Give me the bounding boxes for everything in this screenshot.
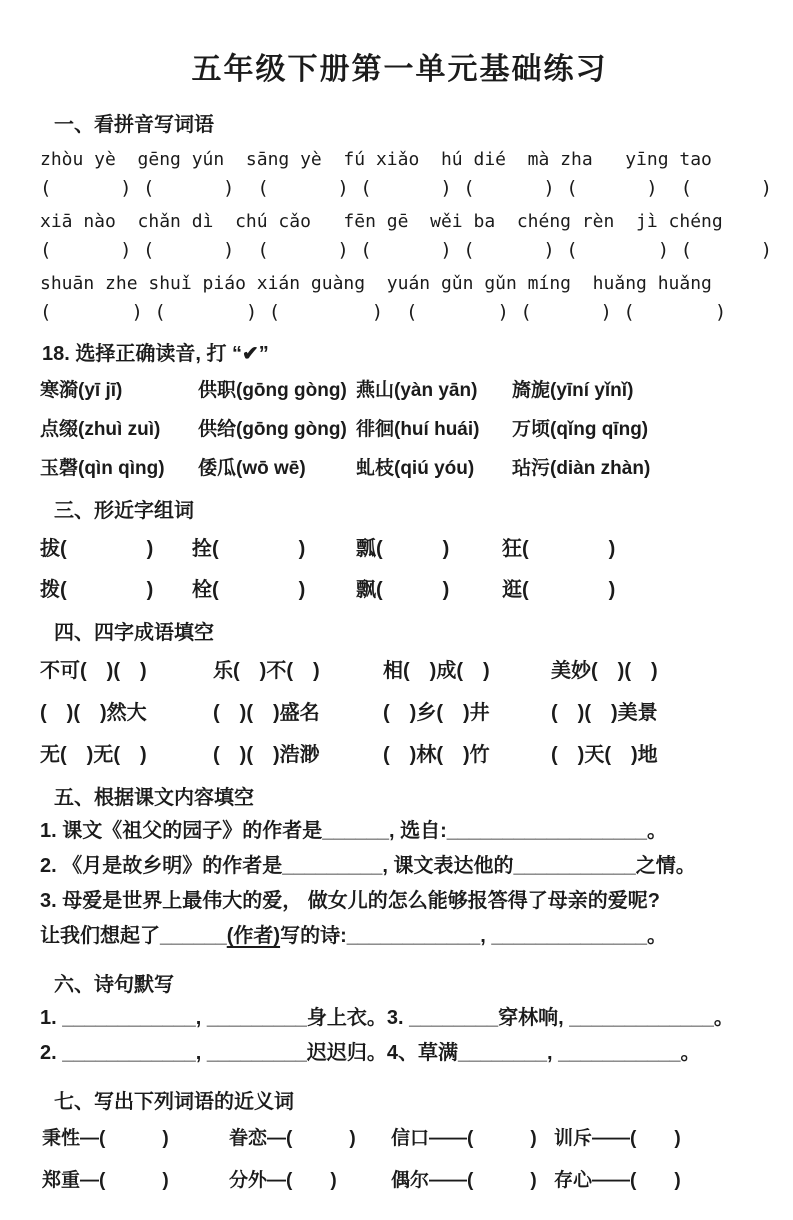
text-fill-line-3: 3. 母爱是世界上最伟大的爱， 做女儿的怎么能够报答得了母亲的爱呢? [40, 890, 661, 912]
section-pinyin-heading: 一、看拼音写词语 [54, 114, 214, 136]
text-fill-line-4-end: 写的诗:____________, ______________。 [280, 925, 668, 947]
author-hint-label: (作者) [226, 925, 281, 947]
section-synonyms-heading: 七、写出下列词语的近义词 [54, 1091, 294, 1113]
synonyms-grid [40, 1123, 759, 1192]
pronunciation-item: 倭瓜(wō wē) [198, 458, 306, 479]
idiom-blank-item: ( )乡( )井 [383, 702, 490, 724]
pronunciation-item: 寒漪(yī jī) [40, 380, 123, 401]
character-blank-item: 飘( ) [356, 579, 450, 601]
pronunciation-item: 虬枝(qiú yóu) [356, 458, 475, 479]
text-fill-line-2: 2. 《月是故乡明》的作者是_________, 课文表达他的___________之情。 [40, 855, 696, 877]
pronunciation-item: 供给(gōng gòng) [198, 419, 347, 440]
character-blank-item: 拔( ) [40, 538, 154, 560]
text-fill-line-1: 1. 课文《祖父的园子》的作者是______, 选自:__________________。 [40, 820, 667, 842]
answer-parens-row-2: ( ) ( ) ( ) ( ) ( ) ( ) ( ) [40, 239, 773, 261]
poem-line-2: 2. ____________, _________迟迟归。4、草满________, ___________。 [40, 1042, 701, 1064]
synonym-item: 偶尔——( ) [391, 1170, 537, 1191]
pronunciation-item: 旖旎(yīní yǐnǐ) [512, 380, 634, 401]
section-poems [40, 968, 759, 1071]
pronunciation-item: 燕山(yàn yān) [356, 380, 478, 401]
synonym-item: 信口——( ) [391, 1128, 537, 1149]
section-idioms-heading: 四、四字成语填空 [54, 622, 214, 644]
section-similar-characters [40, 494, 759, 602]
pronunciation-item: 点缀(zhuì zuì) [40, 419, 161, 440]
pronunciation-item: 玉磬(qìn qìng) [40, 458, 165, 479]
section-poems-heading: 六、诗句默写 [54, 974, 174, 996]
character-blank-item: 瓢( ) [356, 538, 450, 560]
pinyin-row-2: xiā nào chǎn dì chú cǎo fēn gē wěi ba chéng rèn jì chéng [40, 211, 723, 232]
section-text-fill [40, 781, 759, 954]
idiom-blank-item: ( )( )浩渺 [213, 744, 320, 766]
character-blank-item: 拴( ) [192, 538, 306, 560]
poem-line-1: 1. ____________, _________身上衣。3. ________穿林响, _____________。 [40, 1007, 734, 1029]
text-fill-line-4-start: 让我们想起了______ [40, 925, 227, 947]
synonym-item: 秉性—( ) [42, 1128, 169, 1149]
idioms-grid [40, 654, 759, 767]
pronunciation-item: 玷污(diàn zhàn) [512, 458, 651, 479]
character-blank-item: 逛( ) [502, 579, 616, 601]
character-blank-item: 狂( ) [502, 538, 616, 560]
idiom-blank-item: ( )( )然大 [40, 702, 147, 724]
answer-parens-row-1: ( ) ( ) ( ) ( ) ( ) ( ) ( ) [40, 177, 773, 199]
synonym-item: 存心——( ) [554, 1170, 681, 1191]
synonym-item: 训斥——( ) [554, 1128, 681, 1149]
pronunciation-grid [40, 375, 759, 480]
synonym-item: 分外—( ) [229, 1170, 337, 1191]
idiom-blank-item: 不可( )( ) [40, 660, 147, 682]
pronunciation-item: 徘徊(huí huái) [356, 419, 480, 440]
idiom-blank-item: 无( )无( ) [40, 744, 147, 766]
character-blank-item: 栓( ) [192, 579, 306, 601]
idiom-blank-item: 美妙( )( ) [551, 660, 658, 682]
pinyin-row-1: zhòu yè gēng yún sāng yè fú xiǎo hú dié mà zha yīng tao [40, 149, 712, 170]
idiom-blank-item: 相( )成( ) [383, 660, 490, 682]
similar-characters-grid [40, 532, 759, 602]
section-synonyms [40, 1085, 759, 1192]
idiom-blank-item: ( )林( )竹 [383, 744, 490, 766]
synonym-item: 郑重—( ) [42, 1170, 169, 1191]
character-blank-item: 拨( ) [40, 579, 154, 601]
idiom-blank-item: ( )( )美景 [551, 702, 658, 724]
idiom-blank-item: ( )( )盛名 [213, 702, 320, 724]
pronunciation-item: 万顷(qǐng qīng) [512, 419, 649, 440]
pronunciation-item: 供职(gōng gòng) [198, 380, 347, 401]
idiom-blank-item: ( )天( )地 [551, 744, 658, 766]
idiom-blank-item: 乐( )不( ) [213, 660, 320, 682]
section-idioms [40, 616, 759, 767]
section-pronunciation [40, 337, 759, 480]
section-pinyin [40, 108, 773, 323]
pinyin-row-3: shuān zhe shuǐ piáo xián guàng yuán gǔn gǔn míng huǎng huǎng [40, 273, 712, 294]
section-pronunciation-heading: 18. 选择正确读音, 打 “✔” [42, 343, 269, 365]
text-fill-line-4 [40, 919, 759, 954]
answer-parens-row-3: ( ) ( ) ( ) ( ) ( ) ( ) [40, 301, 727, 323]
synonym-item: 眷恋—( ) [229, 1128, 356, 1149]
section-text-fill-heading: 五、根据课文内容填空 [54, 787, 254, 809]
worksheet-title: 五年级下册第一单元基础练习 [191, 53, 608, 86]
section-similar-characters-heading: 三、形近字组词 [54, 500, 194, 522]
